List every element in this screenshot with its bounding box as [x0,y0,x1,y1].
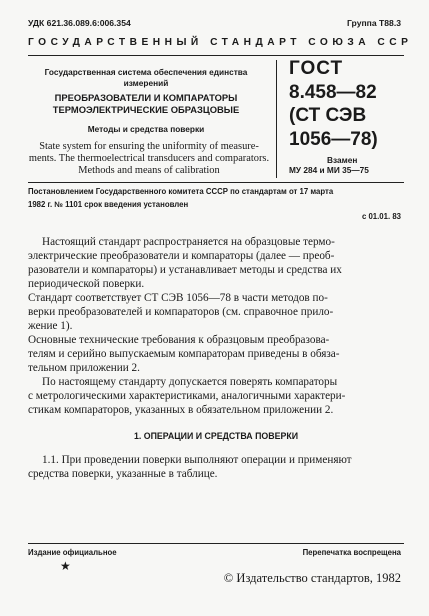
system-title-line: измерений [123,77,169,88]
official-edition: Издание официальное [28,548,117,557]
english-title-line: ments. The thermoelectrical transducers and comparators. [28,152,270,164]
text-line: телям и серийно выпускаемым компараторам приведены в обяза- [28,347,340,360]
text-line: тельном приложении 2. [28,361,140,374]
publisher: © Издательство стандартов, 1982 [223,571,401,585]
text-line: Основные технические требования к образцовым преобразова- [28,334,330,346]
paragraph-4 [28,376,404,418]
standard-title-line: ТЕРМОЭЛЕКТРИЧЕСКИЕ ОБРАЗЦОВЫЕ [52,104,240,115]
section-title: 1. ОПЕРАЦИИ И СРЕДСТВА ПОВЕРКИ [133,431,299,441]
replaces-value: МУ 284 и МИ 35—75 [289,165,369,175]
standard-title [28,92,264,116]
star-icon: ★ [60,559,71,573]
top-rule [28,55,404,56]
st-sev-line: 1056—78) [289,129,378,150]
text-line: Стандарт соответствует СТ СЭВ 1056—78 в части методов по- [28,292,328,304]
decree-line: Постановлением Государственного комитета СССР по стандартам от 17 марта [28,187,334,196]
paragraph-1 [28,236,404,292]
replaces-label: Взамен [327,155,358,165]
text-line: Настоящий стандарт распространяется на образцовые термо- [42,236,335,248]
paragraph-5 [28,454,404,482]
text-line: периодической поверки. [28,277,145,290]
text-line: с метрологическими характеристиками, аналогичными характери- [28,389,346,402]
text-line: электрические преобразователи и компараторы (далее — преоб- [28,249,335,262]
english-title [26,141,272,176]
standard-subtitle: Методы и средства поверки [87,124,205,134]
gost-label: ГОСТ [289,58,344,79]
paragraph-3 [28,334,404,376]
system-title [28,67,264,88]
udk-code: УДК 621.36.089.6:006.354 [28,18,131,28]
title-separator [276,60,277,178]
text-line: разователи и компараторы) и устанавливает методы и средства их [28,263,342,276]
english-title-line: Methods and means of calibration [78,164,220,176]
standard-title-line: ПРЕОБРАЗОВАТЕЛИ И КОМПАРАТОРЫ [54,92,238,103]
st-sev-line: (СТ СЭВ [289,105,367,126]
gost-number: 8.458—82 [289,82,377,103]
paragraph-2 [28,292,404,334]
text-line: 1.1. При проведении поверки выполняют операции и применяют [42,454,352,466]
text-line: жение 1). [28,319,73,332]
title-bottom-rule [28,182,404,183]
group-code: Группа Т88.3 [347,18,401,28]
state-standard-heading: ГОСУДАРСТВЕННЫЙ СТАНДАРТ СОЮЗА ССР [28,37,413,48]
footer-rule [28,543,404,544]
decree-line: 1982 г. № 1101 срок введения установлен [28,200,189,209]
effective-date: с 01.01. 83 [361,212,401,221]
system-title-line: Государственная система обеспечения единства [44,67,248,77]
text-line: верки преобразователей и компараторов (см. справочное прило- [28,305,334,318]
english-title-line: State system for ensuring the uniformity of measure- [39,141,259,152]
text-line: По настоящему стандарту допускается поверять компараторы [42,376,338,388]
text-line: средства поверки, указанные в таблице. [28,467,218,480]
reprint-notice: Перепечатка воспрещена [302,548,401,557]
text-line: стикам компараторов, указанных в обязательном приложении 2. [28,403,334,416]
